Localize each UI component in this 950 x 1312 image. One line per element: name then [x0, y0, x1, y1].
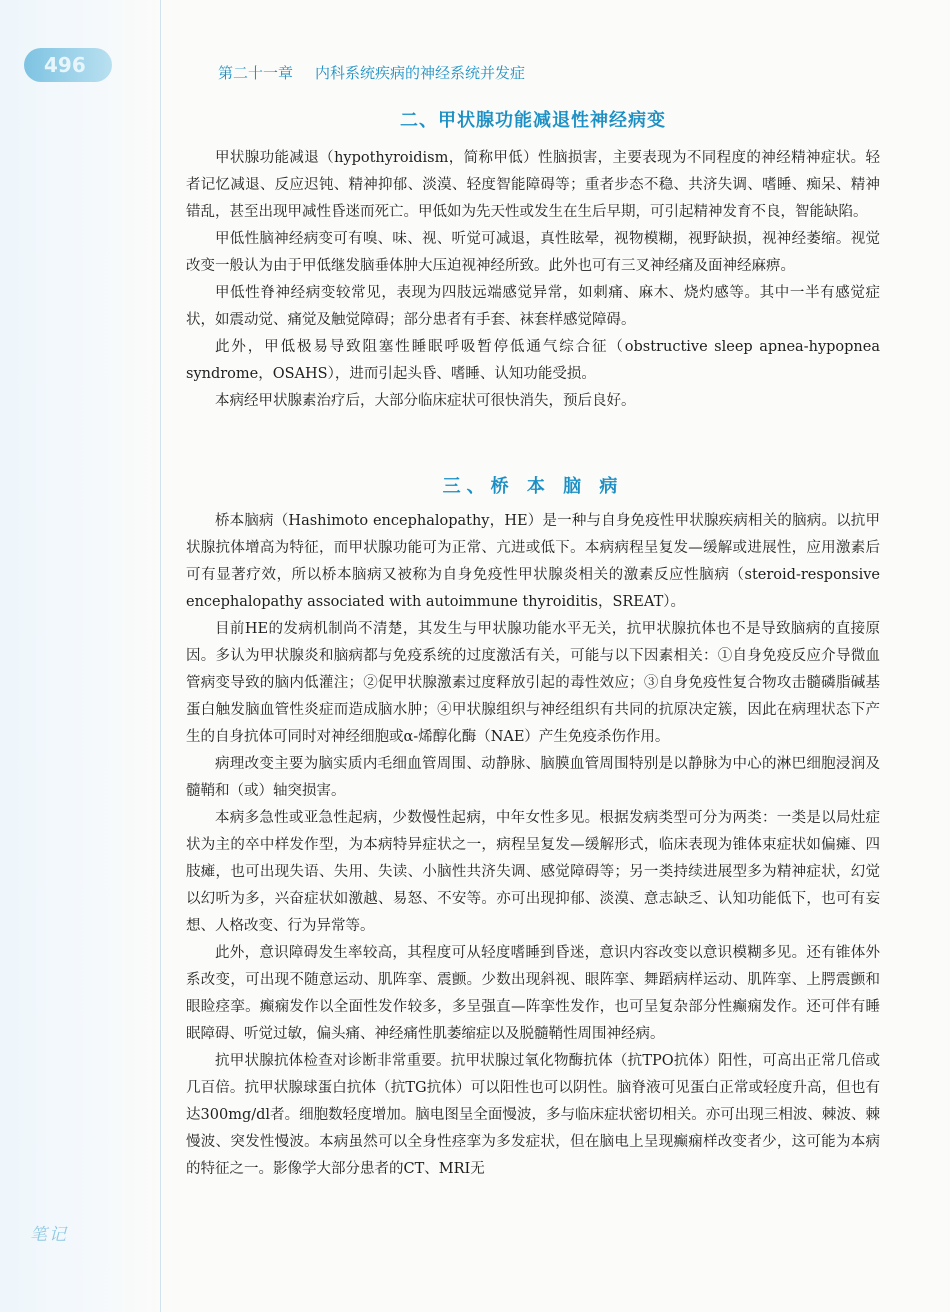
- running-head: [218, 62, 525, 83]
- section-body-hashimoto: [186, 508, 880, 1183]
- chapter-title: 内科系统疾病的神经系统并发症: [315, 64, 526, 82]
- notes-label: 笔记: [30, 1225, 68, 1245]
- paragraph: 此外，甲低极易导致阻塞性睡眠呼吸暂停低通气综合征（obstructive sleep apnea-hypopnea syndrome，OSAHS），进而引起头昏、嗜睡、认知功能受损。: [186, 339, 880, 382]
- section-title-hashimoto: 三、桥 本 脑 病: [442, 476, 624, 497]
- section-body-hypothyroid: [186, 145, 880, 415]
- paragraph: 病理改变主要为脑实质内毛细血管周围、动静脉、脑膜血管周围特别是以静脉为中心的淋巴细胞浸润及髓鞘和（或）轴突损害。: [186, 756, 880, 799]
- paragraph: 此外，意识障碍发生率较高，其程度可从轻度嗜睡到昏迷，意识内容改变以意识模糊多见。还有锥体外系改变，可出现不随意运动、肌阵挛、震颤。少数出现斜视、眼阵挛、舞蹈病样运动、肌阵挛、上腭震颤和眼睑痉挛。癫痫发作以全面性发作较多，多呈强直—阵挛性发作，也可呈复杂部分性癫痫发作。还可伴有睡眠障碍、听觉过敏，偏头痛、神经痛性肌萎缩症以及脱髓鞘性周围神经病。: [186, 945, 880, 1042]
- paragraph: 目前HE的发病机制尚不清楚，其发生与甲状腺功能水平无关，抗甲状腺抗体也不是导致脑病的直接原因。多认为甲状腺炎和脑病都与免疫系统的过度激活有关，可能与以下因素相关：①自身免疫反应介导微血管病变导致的脑内低灌注；②促甲状腺激素过度释放引起的毒性效应；③自身免疫性复合物攻击髓磷脂碱基蛋白触发脑血管性炎症而造成脑水肿；④甲状腺组织与神经组织有共同的抗原决定簇，因此在病理状态下产生的自身抗体可同时对神经细胞或α-烯醇化酶（NAE）产生免疫杀伤作用。: [186, 621, 880, 745]
- section-title-hypothyroid: 二、甲状腺功能减退性神经病变: [400, 110, 666, 131]
- paragraph: 本病多急性或亚急性起病，少数慢性起病，中年女性多见。根据发病类型可分为两类：一类是以局灶症状为主的卒中样发作型，为本病特异症状之一，病程呈复发—缓解形式，临床表现为锥体束症状如偏瘫、四肢瘫，也可出现失语、失用、失读、小脑性共济失调、感觉障碍等；另一类持续进展型多为精神症状，幻觉以幻听为多，兴奋症状如激越、易怒、不安等。亦可出现抑郁、淡漠、意志缺乏、认知功能低下，也可有妄想、人格改变、行为异常等。: [186, 810, 880, 934]
- margin-band: [0, 0, 160, 1312]
- paragraph: 甲低性脑神经病变可有嗅、味、视、听觉可减退，真性眩晕，视物模糊，视野缺损，视神经萎缩。视觉改变一般认为由于甲低继发脑垂体肿大压迫视神经所致。此外也可有三叉神经痛及面神经麻痹。: [186, 231, 880, 274]
- paragraph: 甲低性脊神经病变较常见，表现为四肢远端感觉异常，如刺痛、麻木、烧灼感等。其中一半有感觉症状，如震动觉、痛觉及触觉障碍；部分患者有手套、袜套样感觉障碍。: [186, 285, 880, 328]
- paragraph: 抗甲状腺抗体检查对诊断非常重要。抗甲状腺过氧化物酶抗体（抗TPO抗体）阳性，可高出正常几倍或几百倍。抗甲状腺球蛋白抗体（抗TG抗体）可以阳性也可以阴性。脑脊液可见蛋白正常或轻度升高，但也有达300mg/dl者。细胞数轻度增加。脑电图呈全面慢波，多与临床症状密切相关。亦可出现三相波、棘波、棘慢波、突发性慢波。本病虽然可以全身性痉挛为多发症状，但在脑电上呈现癫痫样改变者少，这可能为本病的特征之一。影像学大部分患者的CT、MRI无: [186, 1053, 880, 1177]
- page-number-badge: 496: [24, 48, 112, 82]
- paragraph: 本病经甲状腺素治疗后，大部分临床症状可很快消失，预后良好。: [215, 393, 636, 409]
- chapter-number: 第二十一章: [218, 64, 294, 82]
- margin-divider: [160, 0, 161, 1312]
- paragraph: 甲状腺功能减退（hypothyroidism，简称甲低）性脑损害，主要表现为不同程度的神经精神症状。轻者记忆减退、反应迟钝、精神抑郁、淡漠、轻度智能障碍等；重者步态不稳、共济失调、嗜睡、痴呆、精神错乱，甚至出现甲减性昏迷而死亡。甲低如为先天性或发生在生后早期，可引起精神发育不良，智能缺陷。: [186, 150, 880, 220]
- paragraph: 桥本脑病（Hashimoto encephalopathy，HE）是一种与自身免疫性甲状腺疾病相关的脑病。以抗甲状腺抗体增高为特征，而甲状腺功能可为正常、亢进或低下。本病病程呈复发—缓解或进展性，应用激素后可有显著疗效，所以桥本脑病又被称为自身免疫性甲状腺炎相关的激素反应性脑病（steroid-responsive encephalopathy associated with autoimmune thyroiditis，SREAT）。: [186, 513, 880, 610]
